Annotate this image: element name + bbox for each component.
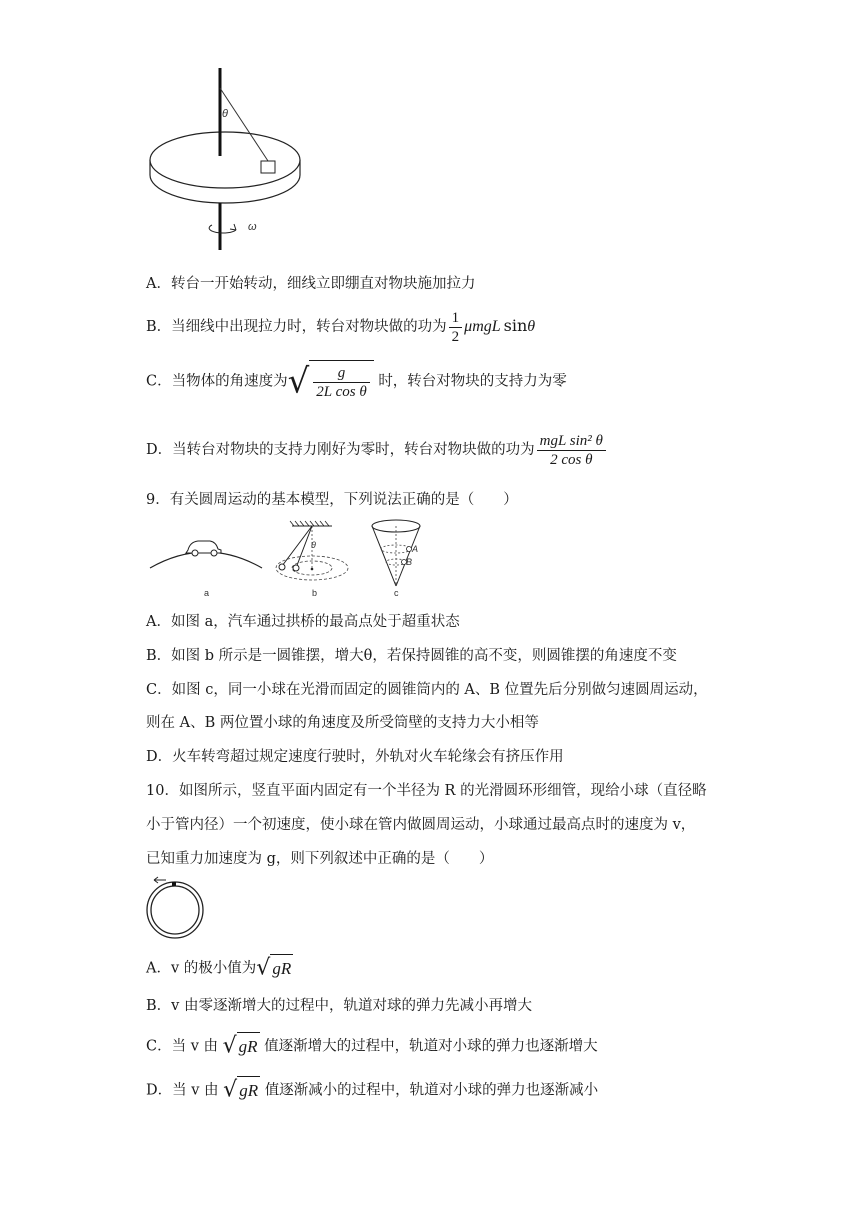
- q8-option-a: A．转台一开始转动，细线立即绷直对物块施加拉力: [146, 276, 476, 292]
- ring-tube-figure: [142, 876, 208, 940]
- q9-fig-a-label: a: [204, 588, 210, 598]
- omega-label: ω: [248, 221, 257, 233]
- q10-option-c-pre: C．当 v 由: [146, 1038, 219, 1055]
- q10-option-b: B．v 由零逐渐增大的过程中，轨道对球的弹力先减小再增大: [146, 998, 532, 1014]
- q9-option-c-line1: C．如图 c，同一小球在光滑而固定的圆锥筒内的 A、B 位置先后分别做匀速圆周运动，: [146, 682, 708, 698]
- q8-option-b-trig: sin: [503, 316, 528, 335]
- q9-fig-b-label: b: [312, 588, 318, 598]
- q10-option-a: [146, 954, 293, 983]
- q10-option-c-sqrt: √ gR: [223, 1032, 260, 1061]
- q10-option-d-post: 值逐渐减小的过程中，轨道对小球的弹力也逐渐减小: [264, 1082, 599, 1099]
- q8-option-d-fraction: $\frac{\text{mgL sin² θ}}{\text{2 cos θ}}$: [537, 432, 606, 469]
- q8-option-c-text: C．当物体的角速度为: [146, 373, 288, 390]
- q8-option-b: [146, 308, 535, 346]
- q9-fig-c-B: B: [406, 557, 413, 567]
- q9-option-c-line2: 则在 A、B 两位置小球的角速度及所受筒壁的支持力大小相等: [146, 715, 539, 731]
- q10-stem-line1: 10．如图所示，竖直平面内固定有一个半径为 R 的光滑圆环形细管，现给小球（直径略: [146, 783, 707, 799]
- q9-option-d: D．火车转弯超过规定速度行驶时，外轨对火车轮缘会有挤压作用: [146, 749, 564, 765]
- q10-option-c: [146, 1032, 598, 1061]
- q9-fig-c-label: c: [394, 588, 399, 598]
- q9-fig-b-theta: θ: [311, 540, 316, 550]
- q8-option-c: [146, 360, 567, 403]
- q10-stem-line2: 小于管内径）一个初速度，使小球在管内做圆周运动，小球通过最高点时的速度为 v，: [146, 817, 696, 833]
- theta-label: θ: [222, 108, 228, 120]
- q9-figures: [146, 516, 436, 600]
- q10-stem-line3: 已知重力加速度为 g，则下列叙述中正确的是（ ）: [146, 851, 494, 867]
- q8-option-c-tail: 时，转台对物块的支持力为零: [378, 373, 567, 390]
- q8-option-d-text: D．当转台对物块的支持力刚好为零时，转台对物块做的功为: [146, 442, 535, 458]
- q10-option-a-sqrt: √ gR: [256, 954, 293, 983]
- q9-option-a: A．如图 a，汽车通过拱桥的最高点处于超重状态: [146, 614, 460, 630]
- turntable-figure: [140, 60, 310, 260]
- q10-option-d: [146, 1076, 598, 1105]
- q8-option-d: [146, 428, 608, 472]
- q8-option-b-fraction: $\frac{1}{2}$: [449, 309, 463, 346]
- q8-option-b-expr: μmgL: [464, 318, 501, 335]
- q9-fig-c-A: A: [412, 544, 419, 554]
- q8-option-c-sqrt: √ $\frac{g}{\text{2L cos θ}}$: [288, 360, 374, 403]
- q8-option-b-text: B．当细线中出现拉力时，转台对物块做的功为: [146, 319, 447, 335]
- q8-option-b-theta: θ: [527, 318, 536, 335]
- q9-stem: 9．有关圆周运动的基本模型，下列说法正确的是（ ）: [146, 492, 518, 508]
- q10-option-d-sqrt: √ gR: [223, 1076, 260, 1105]
- q9-option-b: B．如图 b 所示是一圆锥摆，增大θ，若保持圆锥的高不变，则圆锥摆的角速度不变: [146, 648, 677, 664]
- q10-option-a-text: A．v 的极小值为: [146, 960, 257, 977]
- q10-option-d-pre: D．当 v 由: [146, 1082, 219, 1099]
- q10-option-c-post: 值逐渐增大的过程中，轨道对小球的弹力也逐渐增大: [264, 1038, 598, 1055]
